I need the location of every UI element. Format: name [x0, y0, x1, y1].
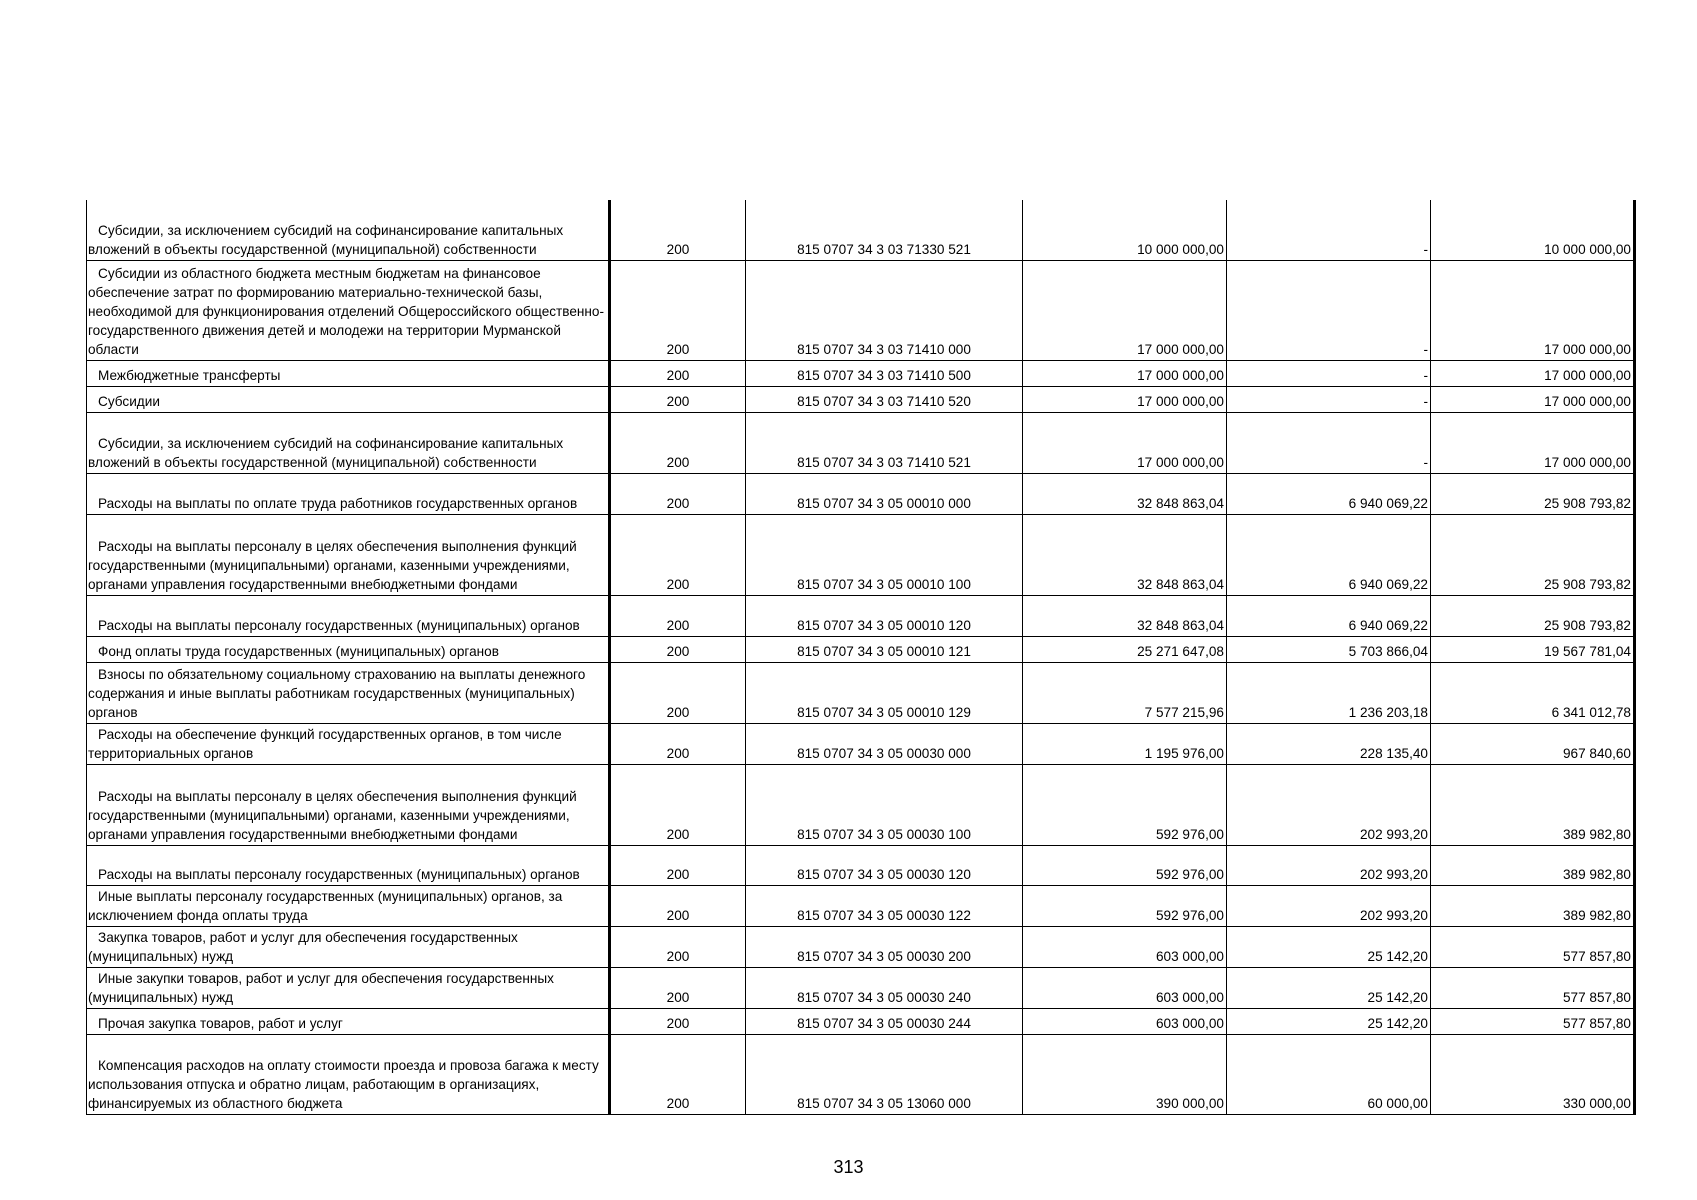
budget-sheet: [86, 200, 1634, 1115]
row-approved-amount: 1 195 976,00: [1023, 723, 1227, 764]
row-unexecuted-amount: 577 857,80: [1431, 967, 1635, 1008]
row-executed-amount: 6 940 069,22: [1227, 514, 1431, 595]
table-row: [87, 260, 1635, 360]
row-classification-code: 815 0707 34 3 03 71410 520: [746, 386, 1023, 412]
row-classification-code: 815 0707 34 3 03 71410 000: [746, 260, 1023, 360]
row-line-code: 200: [610, 967, 746, 1008]
row-classification-code: 815 0707 34 3 05 13060 000: [746, 1034, 1023, 1114]
row-approved-amount: 390 000,00: [1023, 1034, 1227, 1114]
row-executed-amount: 25 142,20: [1227, 926, 1431, 967]
row-name: Субсидии: [87, 386, 610, 412]
row-line-code: 200: [610, 360, 746, 386]
row-executed-amount: 6 940 069,22: [1227, 595, 1431, 636]
row-executed-amount: -: [1227, 386, 1431, 412]
row-unexecuted-amount: 25 908 793,82: [1431, 595, 1635, 636]
table-row: [87, 885, 1635, 926]
row-line-code: 200: [610, 200, 746, 260]
row-executed-amount: -: [1227, 200, 1431, 260]
row-classification-code: 815 0707 34 3 05 00030 000: [746, 723, 1023, 764]
row-unexecuted-amount: 19 567 781,04: [1431, 636, 1635, 662]
table-row: [87, 764, 1635, 845]
row-unexecuted-amount: 330 000,00: [1431, 1034, 1635, 1114]
table-row: [87, 967, 1635, 1008]
row-executed-amount: 6 940 069,22: [1227, 473, 1431, 514]
row-classification-code: 815 0707 34 3 05 00030 200: [746, 926, 1023, 967]
row-line-code: 200: [610, 636, 746, 662]
row-line-code: 200: [610, 662, 746, 723]
row-name: Расходы на выплаты по оплате труда работников государственных органов: [87, 473, 610, 514]
row-line-code: 200: [610, 595, 746, 636]
row-line-code: 200: [610, 260, 746, 360]
row-line-code: 200: [610, 473, 746, 514]
row-approved-amount: 603 000,00: [1023, 926, 1227, 967]
row-unexecuted-amount: 577 857,80: [1431, 1008, 1635, 1034]
row-unexecuted-amount: 6 341 012,78: [1431, 662, 1635, 723]
row-line-code: 200: [610, 723, 746, 764]
row-executed-amount: 202 993,20: [1227, 885, 1431, 926]
row-line-code: 200: [610, 514, 746, 595]
row-unexecuted-amount: 389 982,80: [1431, 764, 1635, 845]
row-unexecuted-amount: 25 908 793,82: [1431, 514, 1635, 595]
row-executed-amount: 60 000,00: [1227, 1034, 1431, 1114]
row-name: Компенсация расходов на оплату стоимости проезда и провоза багажа к месту использования отпуска и обратно лицам, работающим в организациях, финансируемых из областного бюджета: [87, 1034, 610, 1114]
row-name: Расходы на выплаты персоналу государственных (муниципальных) органов: [87, 845, 610, 885]
table-row: [87, 845, 1635, 885]
row-approved-amount: 17 000 000,00: [1023, 260, 1227, 360]
row-line-code: 200: [610, 926, 746, 967]
row-executed-amount: 25 142,20: [1227, 1008, 1431, 1034]
row-classification-code: 815 0707 34 3 05 00030 120: [746, 845, 1023, 885]
row-approved-amount: 17 000 000,00: [1023, 386, 1227, 412]
row-unexecuted-amount: 17 000 000,00: [1431, 360, 1635, 386]
row-approved-amount: 592 976,00: [1023, 845, 1227, 885]
row-line-code: 200: [610, 412, 746, 473]
row-line-code: 200: [610, 1034, 746, 1114]
row-executed-amount: -: [1227, 412, 1431, 473]
row-name: Субсидии, за исключением субсидий на софинансирование капитальных вложений в объекты государственной (муниципальной) собственности: [87, 412, 610, 473]
row-unexecuted-amount: 577 857,80: [1431, 926, 1635, 967]
row-name: Расходы на обеспечение функций государственных органов, в том числе территориальных органов: [87, 723, 610, 764]
row-approved-amount: 603 000,00: [1023, 967, 1227, 1008]
row-line-code: 200: [610, 764, 746, 845]
row-classification-code: 815 0707 34 3 05 00030 100: [746, 764, 1023, 845]
row-name: Межбюджетные трансферты: [87, 360, 610, 386]
row-unexecuted-amount: 17 000 000,00: [1431, 412, 1635, 473]
table-row: [87, 636, 1635, 662]
row-approved-amount: 592 976,00: [1023, 885, 1227, 926]
row-executed-amount: 25 142,20: [1227, 967, 1431, 1008]
row-name: Взносы по обязательному социальному страхованию на выплаты денежного содержания и иные выплаты работникам государственных (муниципальных) органов: [87, 662, 610, 723]
row-classification-code: 815 0707 34 3 05 00010 120: [746, 595, 1023, 636]
table-row: [87, 412, 1635, 473]
row-executed-amount: 5 703 866,04: [1227, 636, 1431, 662]
row-approved-amount: 32 848 863,04: [1023, 473, 1227, 514]
table-row: [87, 1008, 1635, 1034]
row-approved-amount: 17 000 000,00: [1023, 412, 1227, 473]
row-approved-amount: 10 000 000,00: [1023, 200, 1227, 260]
row-unexecuted-amount: 17 000 000,00: [1431, 386, 1635, 412]
table-row: [87, 723, 1635, 764]
row-unexecuted-amount: 967 840,60: [1431, 723, 1635, 764]
row-unexecuted-amount: 389 982,80: [1431, 885, 1635, 926]
row-unexecuted-amount: 389 982,80: [1431, 845, 1635, 885]
row-line-code: 200: [610, 1008, 746, 1034]
row-classification-code: 815 0707 34 3 05 00030 122: [746, 885, 1023, 926]
row-name: Расходы на выплаты персоналу в целях обеспечения выполнения функций государственными (муниципальными) органами, казенными учреждениями, органами управления государственными внебюджетными фондами: [87, 764, 610, 845]
budget-execution-table: [86, 200, 1636, 1115]
row-classification-code: 815 0707 34 3 05 00010 100: [746, 514, 1023, 595]
page-number: 313: [833, 1157, 864, 1177]
table-row: [87, 1034, 1635, 1114]
table-body: [87, 200, 1635, 1114]
table-row: [87, 595, 1635, 636]
row-name: Закупка товаров, работ и услуг для обеспечения государственных (муниципальных) нужд: [87, 926, 610, 967]
row-executed-amount: 1 236 203,18: [1227, 662, 1431, 723]
row-name: Иные закупки товаров, работ и услуг для обеспечения государственных (муниципальных) нужд: [87, 967, 610, 1008]
row-name: Прочая закупка товаров, работ и услуг: [87, 1008, 610, 1034]
row-classification-code: 815 0707 34 3 03 71410 521: [746, 412, 1023, 473]
row-classification-code: 815 0707 34 3 05 00030 244: [746, 1008, 1023, 1034]
row-classification-code: 815 0707 34 3 05 00010 121: [746, 636, 1023, 662]
row-executed-amount: 202 993,20: [1227, 764, 1431, 845]
row-unexecuted-amount: 10 000 000,00: [1431, 200, 1635, 260]
table-row: [87, 473, 1635, 514]
table-row: [87, 360, 1635, 386]
row-executed-amount: 228 135,40: [1227, 723, 1431, 764]
row-executed-amount: -: [1227, 260, 1431, 360]
row-unexecuted-amount: 25 908 793,82: [1431, 473, 1635, 514]
row-classification-code: 815 0707 34 3 05 00010 129: [746, 662, 1023, 723]
table-row: [87, 926, 1635, 967]
row-approved-amount: 592 976,00: [1023, 764, 1227, 845]
row-line-code: 200: [610, 845, 746, 885]
row-name: Иные выплаты персоналу государственных (муниципальных) органов, за исключением фонда оплаты труда: [87, 885, 610, 926]
row-approved-amount: 603 000,00: [1023, 1008, 1227, 1034]
row-classification-code: 815 0707 34 3 03 71330 521: [746, 200, 1023, 260]
row-name: Субсидии из областного бюджета местным бюджетам на финансовое обеспечение затрат по формированию материально-технической базы, необходимой для функционирования отделений Общероссийского общественно-государственного движения детей и молодежи на территории Мурманской области: [87, 260, 610, 360]
row-line-code: 200: [610, 885, 746, 926]
row-line-code: 200: [610, 386, 746, 412]
row-name: Расходы на выплаты персоналу государственных (муниципальных) органов: [87, 595, 610, 636]
table-row: [87, 200, 1635, 260]
row-approved-amount: 7 577 215,96: [1023, 662, 1227, 723]
row-approved-amount: 32 848 863,04: [1023, 514, 1227, 595]
row-executed-amount: 202 993,20: [1227, 845, 1431, 885]
row-executed-amount: -: [1227, 360, 1431, 386]
row-unexecuted-amount: 17 000 000,00: [1431, 260, 1635, 360]
row-classification-code: 815 0707 34 3 03 71410 500: [746, 360, 1023, 386]
row-approved-amount: 25 271 647,08: [1023, 636, 1227, 662]
table-row: [87, 662, 1635, 723]
row-name: Фонд оплаты труда государственных (муниципальных) органов: [87, 636, 610, 662]
row-approved-amount: 17 000 000,00: [1023, 360, 1227, 386]
row-classification-code: 815 0707 34 3 05 00010 000: [746, 473, 1023, 514]
row-classification-code: 815 0707 34 3 05 00030 240: [746, 967, 1023, 1008]
row-approved-amount: 32 848 863,04: [1023, 595, 1227, 636]
row-name: Субсидии, за исключением субсидий на софинансирование капитальных вложений в объекты государственной (муниципальной) собственности: [87, 200, 610, 260]
row-name: Расходы на выплаты персоналу в целях обеспечения выполнения функций государственными (муниципальными) органами, казенными учреждениями, органами управления государственными внебюджетными фондами: [87, 514, 610, 595]
table-row: [87, 386, 1635, 412]
table-row: [87, 514, 1635, 595]
